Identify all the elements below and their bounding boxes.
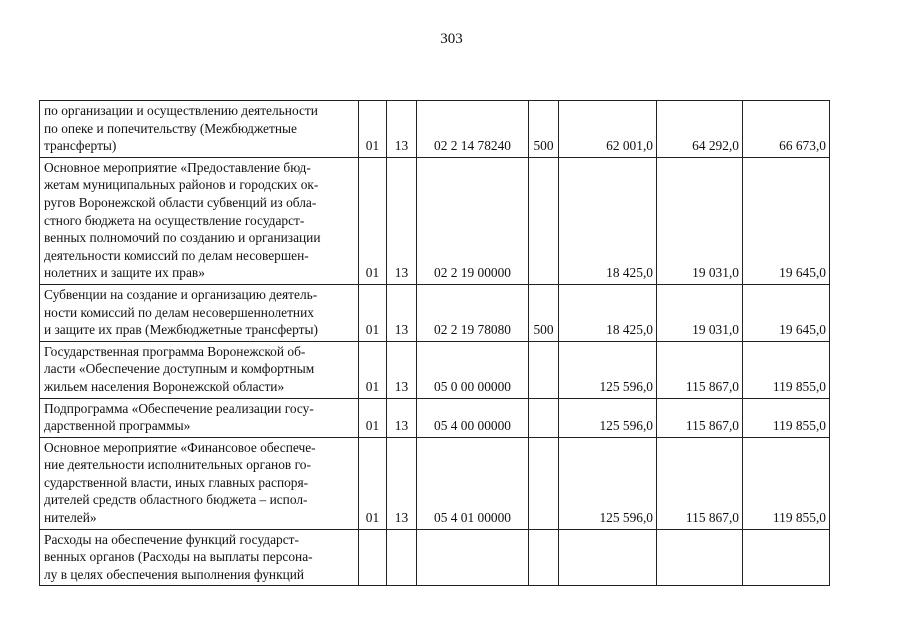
- description-line: Расходы на обеспечение функций государст-: [44, 531, 299, 547]
- description-line: Субвенции на создание и организацию деятель-: [44, 286, 318, 302]
- table-row: [40, 101, 830, 158]
- subsection-code-cell: 13: [387, 101, 417, 158]
- description-cell: [40, 341, 359, 398]
- description-line: по организации и осуществлению деятельности: [44, 103, 318, 118]
- description-cell: [40, 157, 359, 284]
- target-article-cell: [417, 529, 529, 586]
- description-cell: [40, 101, 359, 158]
- description-line: по опеке и попечительству (Межбюджетные: [44, 120, 297, 136]
- amount-year1-cell: 125 596,0: [559, 437, 657, 529]
- amount-year3-cell: [743, 529, 830, 586]
- page-number: 303: [440, 31, 463, 47]
- table-row: [40, 437, 830, 529]
- description-line: ласти «Обеспечение доступным и комфортным: [44, 361, 315, 377]
- description-line: Основное мероприятие «Финансовое обеспече-: [44, 439, 316, 455]
- amount-year1-cell: 125 596,0: [559, 341, 657, 398]
- expense-type-cell: 500: [529, 284, 559, 341]
- amount-year1-cell: 18 425,0: [559, 284, 657, 341]
- amount-year2-cell: 115 867,0: [657, 341, 743, 398]
- amount-year3-cell: 19 645,0: [743, 157, 830, 284]
- amount-year2-cell: 115 867,0: [657, 398, 743, 437]
- section-code-cell: 01: [359, 284, 387, 341]
- description-line: сударственной власти, иных главных распоря-: [44, 474, 309, 490]
- amount-year3-cell: 119 855,0: [743, 341, 830, 398]
- expense-type-cell: [529, 529, 559, 586]
- description-line: деятельности комиссий по делам несовершен-: [44, 247, 309, 263]
- description-line: ности комиссий по делам несовершеннолетних: [44, 304, 314, 320]
- target-article-cell: 02 2 19 78080: [417, 284, 529, 341]
- description-line: жильем населения Воронежской области»: [44, 378, 285, 394]
- target-article-cell: 02 2 14 78240: [417, 101, 529, 158]
- description-cell: [40, 284, 359, 341]
- description-line: венных полномочий по созданию и организации: [44, 230, 321, 246]
- target-article-cell: 05 4 00 00000: [417, 398, 529, 437]
- amount-year3-cell: 66 673,0: [743, 101, 830, 158]
- subsection-code-cell: [387, 529, 417, 586]
- description-line: Основное мероприятие «Предоставление бюд-: [44, 159, 311, 175]
- amount-year1-cell: 125 596,0: [559, 398, 657, 437]
- expense-type-cell: [529, 157, 559, 284]
- description-line: нителей»: [44, 510, 97, 526]
- subsection-code-cell: 13: [387, 437, 417, 529]
- amount-year3-cell: 119 855,0: [743, 437, 830, 529]
- section-code-cell: 01: [359, 398, 387, 437]
- table-row: [40, 398, 830, 437]
- section-code-cell: 01: [359, 437, 387, 529]
- description-line: ругов Воронежской области субвенций из обла-: [44, 194, 317, 210]
- table-row: [40, 341, 830, 398]
- description-line: жетам муниципальных районов и городских ок-: [44, 177, 319, 193]
- description-line: Государственная программа Воронежской об-: [44, 343, 306, 359]
- subsection-code-cell: 13: [387, 284, 417, 341]
- description-line: и защите их прав (Межбюджетные трансферты): [44, 322, 318, 338]
- description-cell: [40, 398, 359, 437]
- subsection-code-cell: 13: [387, 157, 417, 284]
- target-article-cell: 05 0 00 00000: [417, 341, 529, 398]
- description-line: лу в целях обеспечения выполнения функций: [44, 566, 305, 582]
- amount-year1-cell: 62 001,0: [559, 101, 657, 158]
- description-cell: [40, 529, 359, 586]
- table-row: [40, 157, 830, 284]
- description-line: венных органов (Расходы на выплаты персона-: [44, 549, 313, 565]
- budget-table: [39, 100, 830, 586]
- description-line: дарственной программы»: [44, 418, 191, 434]
- description-line: нолетних и защите их прав»: [44, 265, 205, 281]
- expense-type-cell: [529, 437, 559, 529]
- amount-year2-cell: 19 031,0: [657, 157, 743, 284]
- amount-year1-cell: [559, 529, 657, 586]
- description-line: Подпрограмма «Обеспечение реализации госу-: [44, 400, 314, 416]
- subsection-code-cell: 13: [387, 398, 417, 437]
- target-article-cell: 05 4 01 00000: [417, 437, 529, 529]
- amount-year2-cell: [657, 529, 743, 586]
- amount-year2-cell: 19 031,0: [657, 284, 743, 341]
- section-code-cell: [359, 529, 387, 586]
- table-row: [40, 529, 830, 586]
- amount-year1-cell: 18 425,0: [559, 157, 657, 284]
- description-line: стного бюджета на осуществление государст-: [44, 212, 305, 228]
- amount-year3-cell: 19 645,0: [743, 284, 830, 341]
- description-line: трансферты): [44, 138, 117, 154]
- section-code-cell: 01: [359, 157, 387, 284]
- subsection-code-cell: 13: [387, 341, 417, 398]
- expense-type-cell: [529, 398, 559, 437]
- description-cell: [40, 437, 359, 529]
- amount-year3-cell: 119 855,0: [743, 398, 830, 437]
- expense-type-cell: [529, 341, 559, 398]
- expense-type-cell: 500: [529, 101, 559, 158]
- description-line: дителей средств областного бюджета – испол-: [44, 492, 308, 508]
- target-article-cell: 02 2 19 00000: [417, 157, 529, 284]
- section-code-cell: 01: [359, 341, 387, 398]
- amount-year2-cell: 115 867,0: [657, 437, 743, 529]
- table-row: [40, 284, 830, 341]
- section-code-cell: 01: [359, 101, 387, 158]
- amount-year2-cell: 64 292,0: [657, 101, 743, 158]
- description-line: ние деятельности исполнительных органов го-: [44, 457, 311, 473]
